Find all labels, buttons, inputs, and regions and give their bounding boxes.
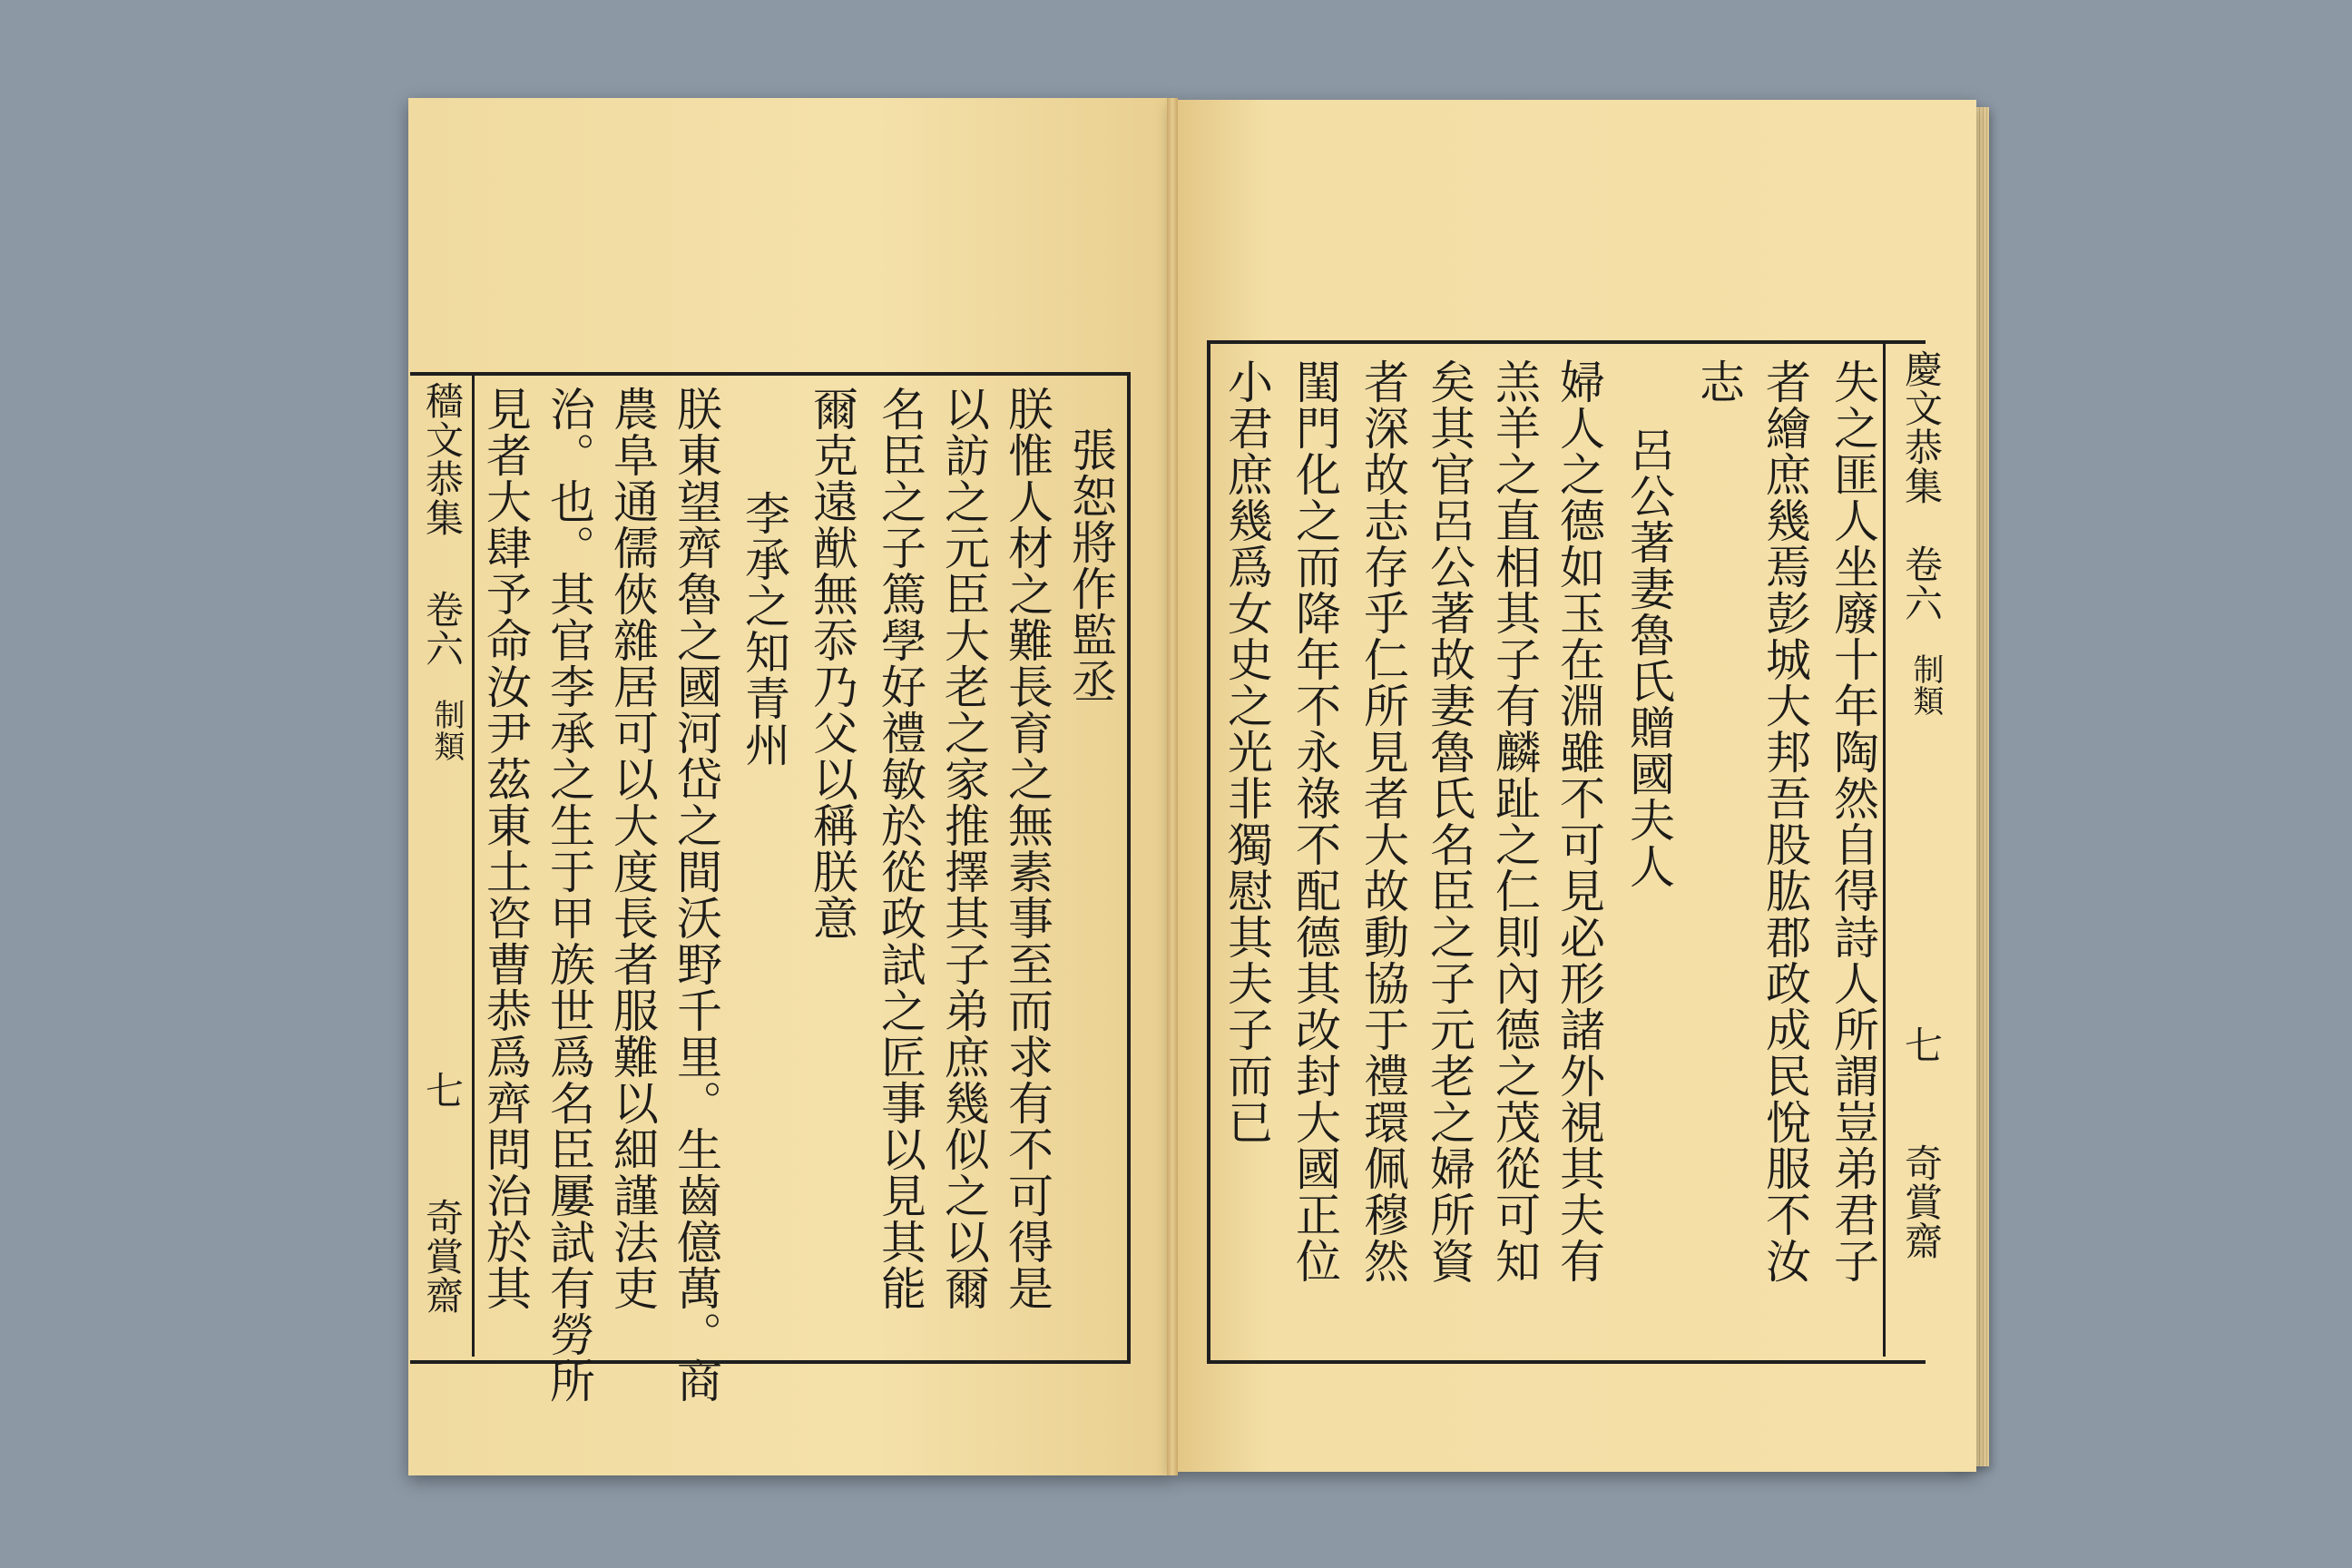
text-column: 閨門化之而降年不永祿不配德其改封大國正位 xyxy=(1289,358,1341,1284)
text-column: 失之匪人坐廢十年陶然自得詩人所謂豈弟君子 xyxy=(1827,358,1879,1284)
text-column: 農阜通儒俠雜居可以大度長者服難以細謹法吏 xyxy=(606,386,659,1311)
text-column: 志 xyxy=(1692,358,1745,405)
margin-folio: 七 xyxy=(420,1071,465,1110)
text-column: 呂公著妻魯氏贈國夫人 xyxy=(1622,426,1675,889)
text-column: 小君庶幾爲女史之光非獨慰其夫子而已 xyxy=(1220,358,1273,1145)
text-column: 羔羊之直相其子有麟趾之仁則內德之茂從可知 xyxy=(1488,358,1541,1284)
margin-title: 穡文恭集 xyxy=(420,381,465,537)
margin-category: 制類 xyxy=(428,699,465,762)
text-column: 治。也。其官李承之生于甲族世爲名臣屢試有勞所 xyxy=(543,386,595,1404)
margin-volume: 卷六 xyxy=(1899,544,1944,622)
text-column: 朕惟人材之難長育之無素事至而求有不可得是 xyxy=(1001,386,1054,1311)
text-column: 見者大肆予命汝尹茲東土咨曹恭爲齊問治於其 xyxy=(479,386,532,1311)
margin-title: 慶文恭集 xyxy=(1899,349,1944,505)
text-column: 李承之知青州 xyxy=(738,490,790,768)
text-column: 矣其官呂公著故妻魯氏名臣之子元老之婦所資 xyxy=(1423,358,1475,1284)
text-column: 爾克遠猷無忝乃父以稱朕意 xyxy=(806,386,858,941)
text-column: 者深故志存乎仁所見者大故動協于禮環佩穆然 xyxy=(1357,358,1409,1284)
margin-rule xyxy=(472,372,475,1357)
text-column: 朕東望齊魯之國河岱之間沃野千里。生齒億萬。商 xyxy=(670,386,722,1404)
text-column: 者繪庶幾焉彭城大邦吾股肱郡政成民悅服不汝 xyxy=(1759,358,1811,1284)
margin-category: 制類 xyxy=(1907,653,1944,717)
text-column: 名臣之子篤學好禮敏於從政試之匠事以見其能 xyxy=(874,386,926,1311)
text-column: 張恕將作監丞 xyxy=(1064,426,1117,704)
margin-studio: 奇賞齋 xyxy=(420,1198,465,1315)
book-gutter xyxy=(1167,98,1178,1475)
margin-folio: 七 xyxy=(1899,1025,1944,1064)
margin-studio: 奇賞齋 xyxy=(1899,1143,1944,1260)
text-column: 以訪之元臣大老之家推擇其子弟庶幾似之以爾 xyxy=(937,386,990,1311)
text-column: 婦人之德如玉在淵雖不可見必形諸外視其夫有 xyxy=(1553,358,1605,1284)
margin-rule xyxy=(1883,340,1886,1357)
margin-volume: 卷六 xyxy=(420,590,465,668)
